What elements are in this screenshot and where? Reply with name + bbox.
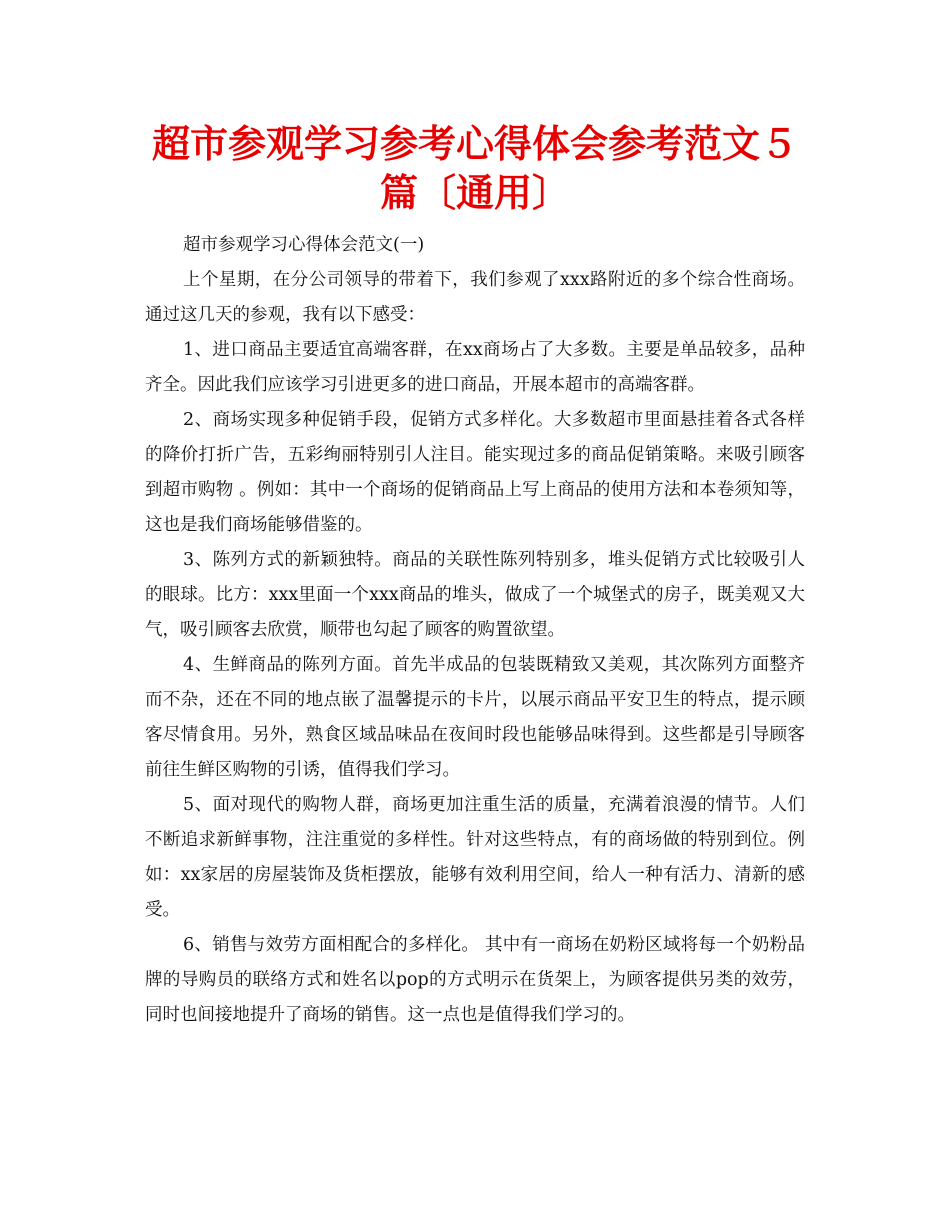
paragraph-point-4: 4、生鲜商品的陈列方面。首先半成品的包装既精致又美观，其次陈列方面整齐而不杂，还在不同的地点嵌了温馨提示的卡片，以展示商品平安卫生的特点，提示顾客尽情食用。另外，熟食区域品味品在夜间时段也能够品味得到。这些都是引导顾客前往生鲜区购物的引诱，值得我们学习。: [145, 655, 805, 780]
section-subtitle: 超市参观学习心得体会范文(一): [183, 235, 425, 255]
paragraph-point-3: 3、陈列方式的新颖独特。商品的关联性陈列特别多，堆头促销方式比较吸引人的眼球。比方：xxx里面一个xxx商品的堆头，做成了一个城堡式的房子，既美观又大气，吸引顾客去欣赏，顺带也勾起了顾客的购置欲望。: [145, 550, 805, 640]
document-page: [145, 120, 805, 1033]
paragraph-point-6: 6、销售与效劳方面相配合的多样化。 其中有一商场在奶粉区域将每一个奶粉品牌的导购员的联络方式和姓名以pop的方式明示在货架上，为顾客提供另类的效劳，同时也间接地提升了商场的销售。这一点也是值得我们学习的。: [145, 935, 805, 1025]
paragraph-point-5: 5、面对现代的购物人群，商场更加注重生活的质量，充满着浪漫的情节。人们不断追求新鲜事物，注注重觉的多样性。针对这些特点，有的商场做的特别到位。例如：xx家居的房屋装饰及货柜摆放，能够有效利用空间，给人一种有活力、清新的感受。: [145, 795, 805, 920]
paragraph-point-1: 1、进口商品主要适宜高端客群，在xx商场占了大多数。主要是单品较多，品种齐全。因此我们应该学习引进更多的进口商品，开展本超市的高端客群。: [145, 340, 805, 395]
document-title: 超市参观学习参考心得体会参考范文５篇〔通用〕: [151, 122, 798, 215]
paragraph-intro: 上个星期，在分公司领导的带着下，我们参观了xxx路附近的多个综合性商场。通过这几天的参观，我有以下感受：: [145, 270, 805, 325]
paragraph-point-2: 2、商场实现多种促销手段，促销方式多样化。大多数超市里面悬挂着各式各样的降价打折广告，五彩绚丽特别引人注目。能实现过多的商品促销策略。来吸引顾客到超市购物 。例如：其中一个商场的促销商品上写上商品的使用方法和本卷须知等，这也是我们商场能够借鉴的。: [145, 410, 805, 535]
